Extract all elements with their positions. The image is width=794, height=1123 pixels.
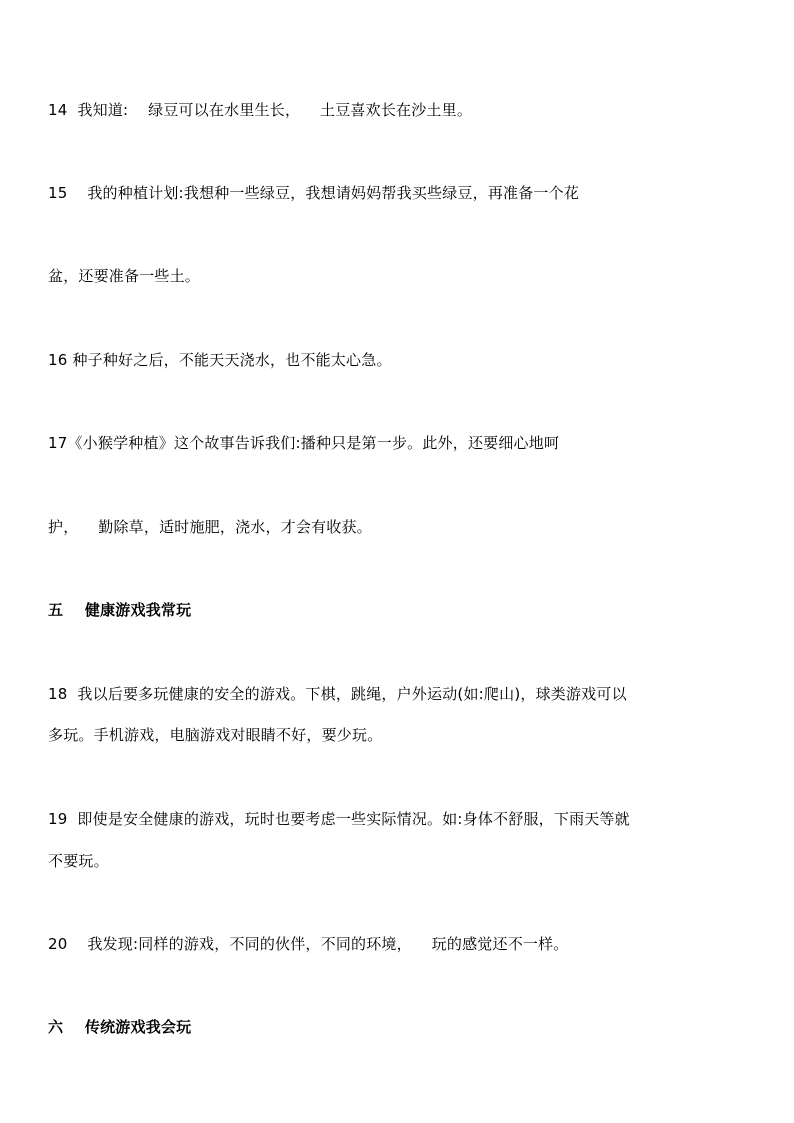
text-line-14: 14 我知道: 绿豆可以在水里生长， 土豆喜欢长在沙土里。 [48, 101, 473, 119]
text-line-16: 16 种子种好之后，不能天天浇水，也不能太心急。 [48, 351, 392, 369]
text-line-20: 20 我发现:同样的游戏，不同的伙伴，不同的环境， 玩的感觉还不一样。 [48, 935, 569, 953]
text-line-17: 17《小猴学种植》这个故事告诉我们:播种只是第一步。此外，还要细心地呵 [48, 434, 560, 452]
text-line-18-cont: 多玩。手机游戏，电脑游戏对眼睛不好，要少玩。 [48, 726, 383, 744]
text-line-19: 19 即使是安全健康的游戏，玩时也要考虑一些实际情况。如:身体不舒服，下雨天等就 [48, 810, 630, 828]
text-line-19-cont: 不要玩。 [48, 852, 109, 870]
section-heading-6: 六 传统游戏我会玩 [48, 1018, 192, 1036]
section-heading-5: 五 健康游戏我常玩 [48, 601, 192, 619]
text-line-17-cont: 护， 勤除草，适时施肥，浇水，才会有收获。 [48, 518, 372, 536]
text-line-15-cont: 盆，还要准备一些土。 [48, 267, 201, 285]
text-line-15: 15 我的种植计划:我想种一些绿豆，我想请妈妈帮我买些绿豆，再准备一个花 [48, 184, 580, 202]
text-line-18: 18 我以后要多玩健康的安全的游戏。下棋，跳绳，户外运动(如:爬山)，球类游戏可以 [48, 685, 627, 703]
